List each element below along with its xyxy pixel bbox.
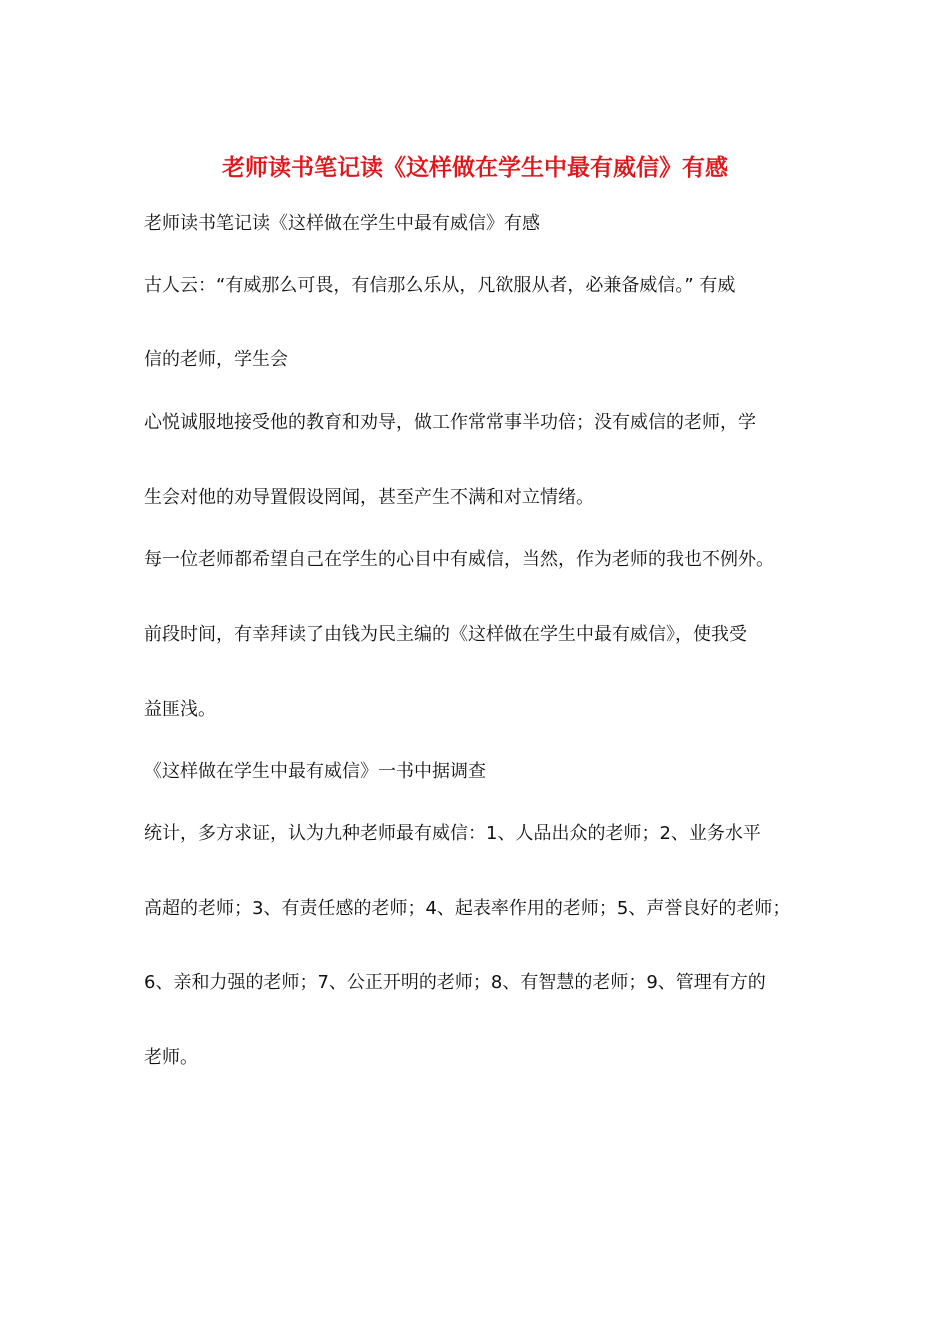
paragraph-line: 高超的老师；3、有责任感的老师；4、起表率作用的老师；5、声誉良好的老师； xyxy=(144,898,791,919)
paragraph-line: 老师。 xyxy=(144,1047,198,1068)
paragraph-line: 心悦诚服地接受他的教育和劝导，做工作常常事半功倍；没有威信的老师，学 xyxy=(144,412,756,433)
paragraph-line: 前段时间，有幸拜读了由钱为民主编的《这样做在学生中最有威信》，使我受 xyxy=(144,624,747,645)
paragraph-line: 《这样做在学生中最有威信》一书中据调查 xyxy=(144,761,486,782)
paragraph-line: 统计，多方求证，认为九种老师最有威信：1、人品出众的老师；2、业务水平 xyxy=(144,823,761,844)
paragraph-line: 益匪浅。 xyxy=(144,699,216,720)
document-title: 老师读书笔记读《这样做在学生中最有威信》有感 xyxy=(222,154,728,181)
paragraph-line: 古人云：“有威那么可畏，有信那么乐从，凡欲服从者，必兼备威信。” 有威 xyxy=(144,275,736,296)
paragraph-line: 6、亲和力强的老师；7、公正开明的老师；8、有智慧的老师；9、管理有方的 xyxy=(144,972,766,993)
paragraph-line: 生会对他的劝导置假设罔闻，甚至产生不满和对立情绪。 xyxy=(144,487,594,508)
paragraph-line: 老师读书笔记读《这样做在学生中最有威信》有感 xyxy=(144,213,540,234)
paragraph-line: 每一位老师都希望自己在学生的心目中有威信，当然，作为老师的我也不例外。 xyxy=(144,549,774,570)
paragraph-line: 信的老师，学生会 xyxy=(144,349,288,370)
